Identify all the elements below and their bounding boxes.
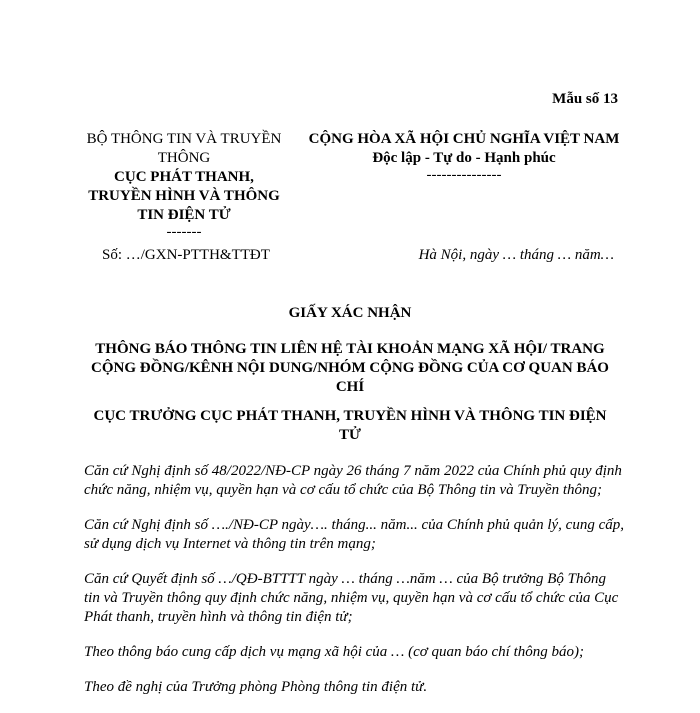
reference-line xyxy=(102,246,614,265)
country-name: CỘNG HÒA XÃ HỘI CHỦ NGHĨA VIỆT NAM xyxy=(308,131,620,147)
legal-basis-paragraph: Căn cứ Nghị định số …./NĐ-CP ngày…. tháng... năm... của Chính phủ quản lý, cung cấp, sử dụng dịch vụ Internet và thông tin trên mạng; xyxy=(84,517,624,552)
national-title-block xyxy=(304,130,624,242)
legal-basis-paragraph: Căn cứ Nghị định số 48/2022/NĐ-CP ngày 26 tháng 7 năm 2022 của Chính phủ quy định chức năng, nhiệm vụ, quyền hạn và cơ cấu tổ chức của Bộ Thông tin và Truyền thông; xyxy=(84,463,622,498)
document-subtitle: THÔNG BÁO THÔNG TIN LIÊN HỆ TÀI KHOẢN MẠNG XÃ HỘI/ TRANG CỘNG ĐỒNG/KÊNH NỘI DUNG/NHÓM CỘNG ĐỒNG CỦA CƠ QUAN BÁO CHÍ xyxy=(91,341,609,395)
ministry-name: BỘ THÔNG TIN VÀ TRUYỀN THÔNG xyxy=(86,131,282,166)
document-number: Số: …/GXN-PTTH&TTĐT xyxy=(102,247,270,263)
issuing-agency-block xyxy=(84,130,284,242)
document-header xyxy=(84,130,624,242)
agency-divider: ------- xyxy=(166,224,202,240)
issuing-authority: CỤC TRƯỞNG CỤC PHÁT THANH, TRUYỀN HÌNH VÀ THÔNG TIN ĐIỆN TỬ xyxy=(93,408,607,443)
notification-basis-paragraph: Theo thông báo cung cấp dịch vụ mạng xã hội của … (cơ quan báo chí thông báo); xyxy=(84,644,585,660)
proposal-basis-paragraph: Theo đề nghị của Trưởng phòng Phòng thông tin điện tử. xyxy=(84,679,428,695)
legal-basis-paragraph: Căn cứ Quyết định số …/QĐ-BTTTT ngày … tháng …năm … của Bộ trưởng Bộ Thông tin và Truyền thông quy định chức năng, nhiệm vụ, quyền hạn và cơ cấu tổ chức của Cục Phát thanh, truyền hình và thông tin điện tử; xyxy=(84,571,619,625)
document-title: GIẤY XÁC NHẬN xyxy=(288,305,412,321)
document-body xyxy=(84,462,624,713)
motto-divider: --------------- xyxy=(426,167,502,183)
form-number: Mẫu số 13 xyxy=(552,91,618,107)
place-and-date: Hà Nội, ngày … tháng … năm… xyxy=(418,247,614,263)
department-name: CỤC PHÁT THANH, TRUYỀN HÌNH VÀ THÔNG TIN ĐIỆN TỬ xyxy=(88,169,280,223)
national-motto: Độc lập - Tự do - Hạnh phúc xyxy=(372,150,556,166)
